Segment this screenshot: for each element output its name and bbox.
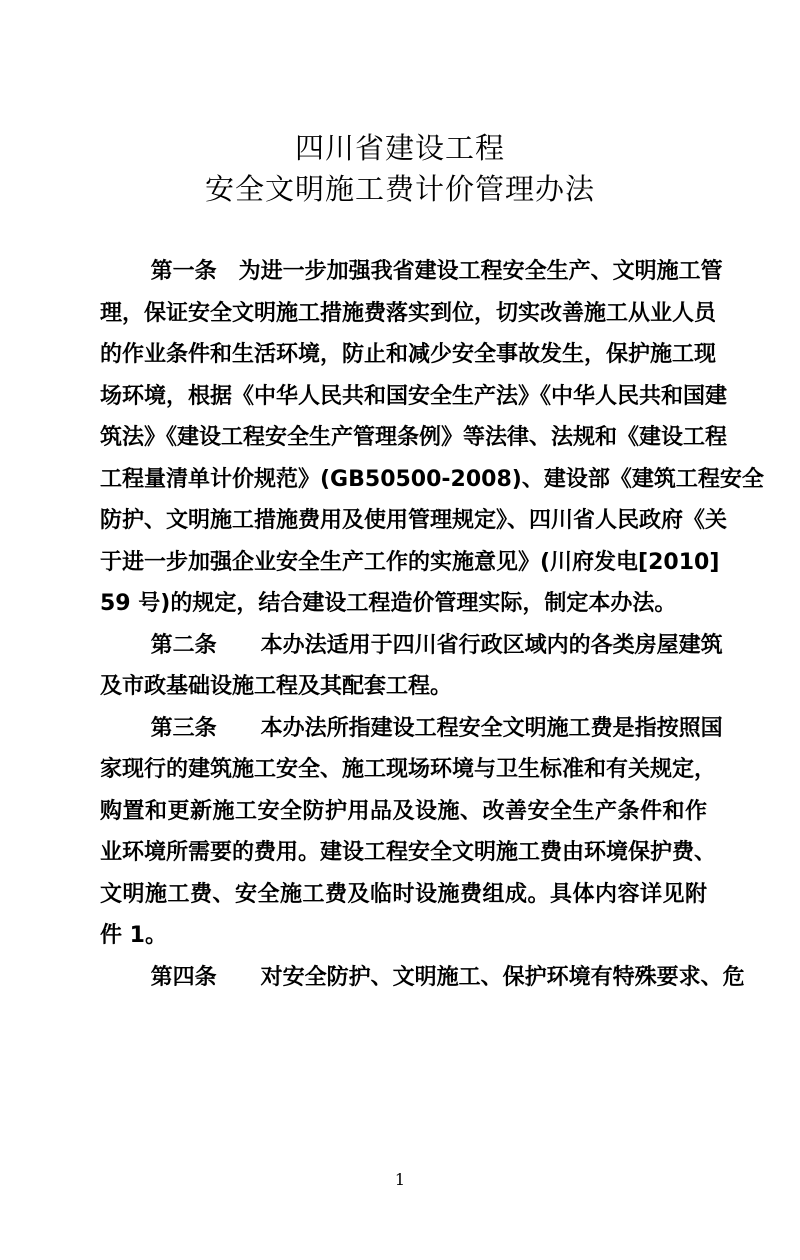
body-line: 筑法》《建设工程安全生产管理条例》等法律、法规和《建设工程	[100, 425, 728, 450]
body-line: 于进一步加强企业安全生产工作的实施意见》(川府发电[2010]	[100, 549, 720, 575]
body-line: 及市政基础设施工程及其配套工程。	[100, 674, 453, 699]
body-line: 理，保证安全文明施工措施费落实到位，切实改善施工从业人员	[100, 300, 717, 326]
page-number: 1	[394, 1170, 406, 1189]
document-title	[0, 128, 800, 210]
body-line: 第二条 本办法适用于四川省行政区域内的各类房屋建筑	[150, 632, 723, 658]
document-title-line-2: 安全文明施工费计价管理办法	[204, 172, 595, 206]
document-body	[100, 251, 764, 998]
body-line: 家现行的建筑施工安全、施工现场环境与卫生标准和有关规定，	[100, 757, 717, 782]
body-line: 件 1。	[100, 923, 167, 948]
body-line: 防护、文明施工措施费用及使用管理规定》、四川省人民政府《关	[100, 508, 728, 533]
body-line: 文明施工费、安全施工费及临时设施费组成。具体内容详见附	[100, 881, 707, 907]
body-line: 购置和更新施工安全防护用品及设施、改善安全生产条件和作	[100, 798, 707, 824]
document-title-line-1: 四川省建设工程	[294, 131, 505, 165]
body-line: 第四条 对安全防护、文明施工、保护环境有特殊要求、危	[150, 964, 745, 990]
document-page	[0, 128, 800, 1260]
body-line: 的作业条件和生活环境，防止和减少安全事故发生，保护施工现	[100, 342, 717, 367]
body-line: 业环境所需要的费用。建设工程安全文明施工费由环境保护费、	[100, 840, 717, 865]
body-line: 工程量清单计价规范》(GB50500-2008)、建设部《建筑工程安全	[100, 466, 764, 492]
body-line: 第三条 本办法所指建设工程安全文明施工费是指按照国	[150, 715, 723, 741]
body-line: 场环境，根据《中华人民共和国安全生产法》《中华人民共和国建	[100, 383, 728, 409]
body-line: 59 号)的规定，结合建设工程造价管理实际，制定本办法。	[100, 591, 677, 616]
body-line: 第一条 为进一步加强我省建设工程安全生产、文明施工管	[150, 259, 723, 284]
